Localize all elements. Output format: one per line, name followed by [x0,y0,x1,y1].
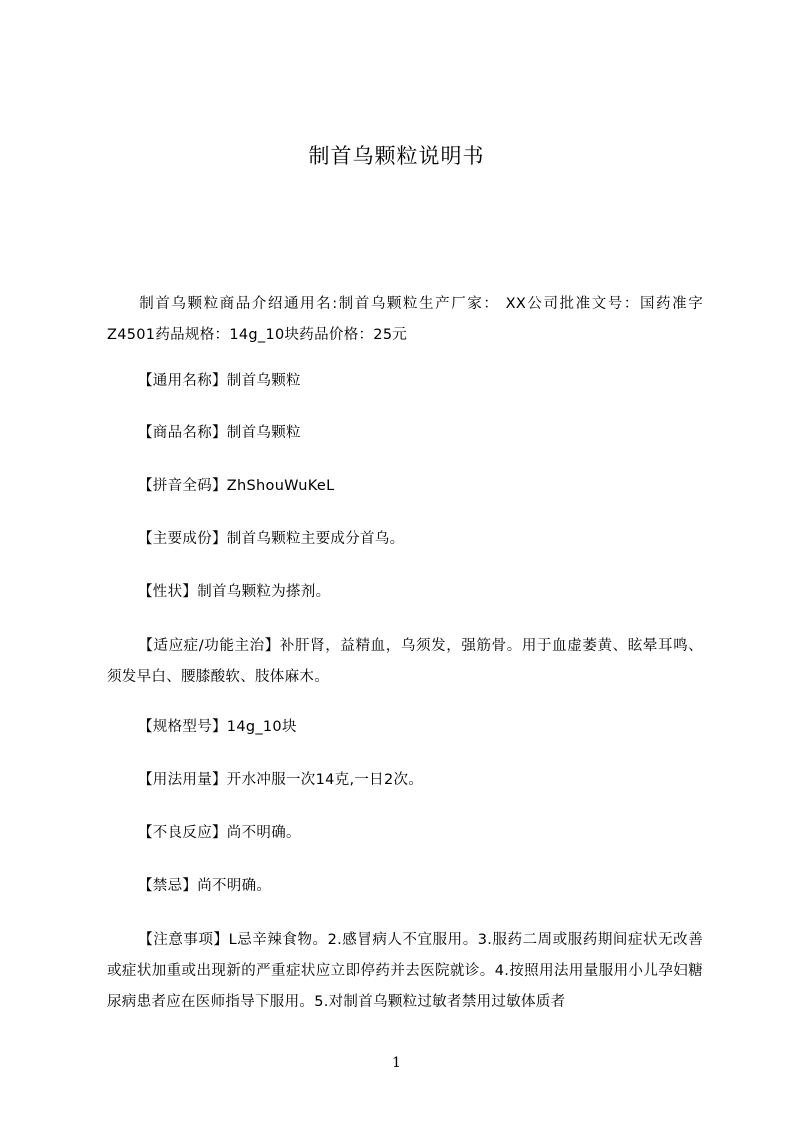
appearance-paragraph: 【性状】制首乌颗粒为搽剂。 [138,584,331,600]
contraindications-paragraph: 【禁忌】尚不明确。 [138,878,272,894]
adverse-reactions-paragraph: 【不良反应】尚不明确。 [138,825,301,841]
precautions-paragraph: 【注意事项】L忌辛辣食物。2.感冒病人不宜服用。3.服药二周或服药期间症状无改善或症状加重或出现新的严重症状应立即停药并去医院就诊。4.按照用法用量服用小儿孕妇糖尿病患者应在医师指导下服用。5.对制首乌颗粒过敏者禁用过敏体质者 [107,932,703,1010]
page-number: 1 [392,1055,401,1071]
generic-name-paragraph: 【通用名称】制首乌颗粒 [138,373,301,389]
intro-paragraph: 制首乌颗粒商品介绍通用名:制首乌颗粒生产厂家： XX公司批准文号：国药准字Z4501药品规格：14g_10块药品价格：25元 [107,296,703,343]
indications-paragraph: 【适应症/功能主治】补肝肾，益精血，乌须发，强筋骨。用于血虚萎黄、眩晕耳鸣、须发早白、腰膝酸软、肢体麻木。 [107,638,703,685]
ingredients-paragraph: 【主要成份】制首乌颗粒主要成分首乌。 [138,531,405,547]
document-title: 制首乌颗粒说明书 [308,144,485,168]
specification-paragraph: 【规格型号】14g_10块 [138,719,297,735]
trade-name-paragraph: 【商品名称】制首乌颗粒 [138,425,301,441]
pinyin-paragraph: 【拼音全码】ZhShouWuKeL [138,478,335,494]
dosage-paragraph: 【用法用量】开水冲服一次14克,一日2次。 [138,772,424,788]
